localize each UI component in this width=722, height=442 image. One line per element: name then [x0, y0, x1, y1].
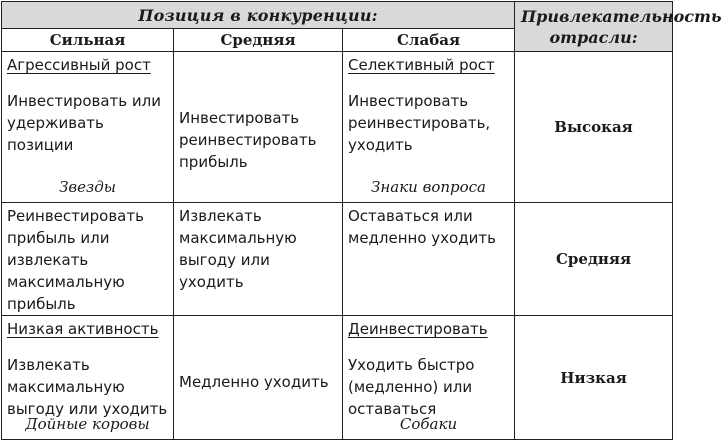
header-row-position — [2, 2, 673, 29]
matrix-row-high — [2, 52, 673, 203]
cell-low-weak — [343, 316, 515, 440]
quadrant-label: Звезды — [59, 178, 116, 196]
position-header: Позиция в конкуренции: — [2, 2, 515, 29]
action-text: Уходить быстро (медленно) или оставаться — [348, 356, 475, 418]
attractiveness-medium: Средняя — [515, 203, 673, 316]
cell-high-strong — [2, 52, 174, 203]
quadrant-label: Знаки вопроса — [371, 178, 486, 196]
strategy-matrix-table — [1, 1, 722, 440]
action-text: Инвестировать реинвестировать прибыль — [179, 109, 317, 171]
quadrant-label: Собаки — [399, 415, 458, 433]
cell-medium-medium — [174, 203, 343, 316]
cell-medium-weak — [343, 203, 515, 316]
quadrant-label: Дойные коровы — [25, 415, 150, 433]
action-text: Реинвестировать прибыль или извлекать максимальную прибыль — [7, 207, 144, 313]
column-header-weak: Слабая — [343, 29, 515, 52]
cell-low-strong — [2, 316, 174, 440]
matrix-row-low — [2, 316, 673, 440]
attractiveness-high: Высокая — [515, 52, 673, 203]
strategy-label: Агрессивный рост — [7, 56, 151, 74]
cell-high-medium — [174, 52, 343, 203]
action-text: Извлекать максимальную выгоду или уходить — [7, 356, 168, 418]
action-text: Медленно уходить — [179, 373, 329, 391]
action-text: Извлекать максимальную выгоду или уходить — [179, 207, 297, 291]
action-text: Инвестировать реинвестировать, уходить — [348, 92, 491, 154]
matrix-row-medium — [2, 203, 673, 316]
attractiveness-low: Низкая — [515, 316, 673, 440]
cell-high-weak — [343, 52, 515, 203]
strategy-label: Селективный рост — [348, 56, 495, 74]
action-text: Оставаться или медленно уходить — [348, 207, 496, 247]
strategy-label: Низкая активность — [7, 320, 159, 338]
cell-medium-strong — [2, 203, 174, 316]
column-header-medium: Средняя — [174, 29, 343, 52]
cell-low-medium — [174, 316, 343, 440]
attractiveness-header: Привлекательность отрасли: — [515, 2, 673, 52]
action-text: Инвестировать или удерживать позиции — [7, 92, 161, 154]
column-header-strong: Сильная — [2, 29, 174, 52]
strategy-label: Деинвестировать — [348, 320, 488, 338]
